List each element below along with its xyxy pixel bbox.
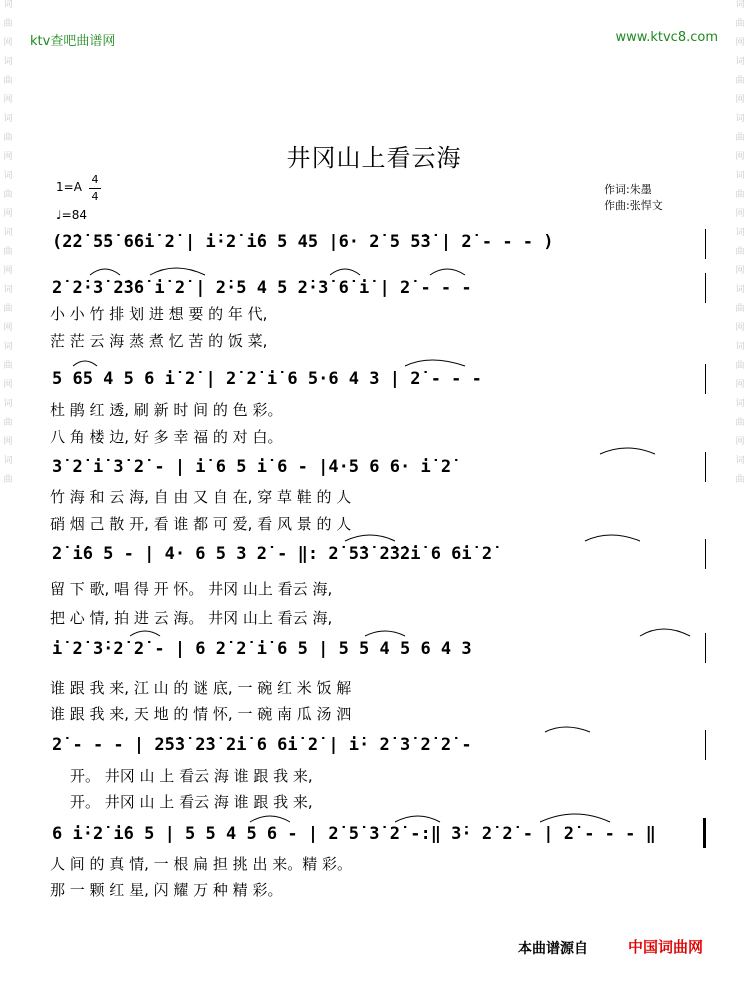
- notation-row-1: (2̇2̇ 5̇5̇ 6̇6̇i̇ 2̇ | i̇·2̇ i̇6 5 45 |6· 2̇ 5 5̇3̇ | 2̇ - - - ): [52, 232, 554, 252]
- lyric-row-5-verse-1: 留 下 歌, 唱 得 开 怀。 井冈 山上 看云 海,: [50, 580, 333, 598]
- watermark-glyph: 网: [3, 437, 13, 447]
- watermark-glyph: 曲: [735, 19, 745, 29]
- lyric-row-4-verse-2: 硝 烟 己 散 开, 看 谁 都 可 爱, 看 风 景 的 人: [50, 515, 352, 533]
- watermark-glyph: 网: [3, 95, 13, 105]
- notation-row-3: 5 65 4 5 6 i̇ 2̇ | 2̇ 2̇ i̇ 6 5·6 4 3 | 2̇ - - -: [52, 369, 482, 389]
- notation-row-5: 2̇ i̇6 5 - | 4· 6 5 3 2̇ - ‖: 2̇ 5̇3̇ 2̇3̇2̇i̇ 6 6̇i̇ 2̇: [52, 544, 493, 564]
- watermark-glyph: 曲: [735, 475, 745, 485]
- watermark-glyph: 曲: [735, 133, 745, 143]
- lyric-row-5-verse-2: 把 心 情, 拍 进 云 海。 井冈 山上 看云 海,: [50, 609, 333, 627]
- slur: [330, 269, 360, 275]
- slur: [585, 535, 640, 541]
- watermark-glyph: 曲: [3, 475, 13, 485]
- watermark-glyph: 曲: [3, 247, 13, 257]
- notation-row-4: 3̇ 2̇ i̇ 3̇ 2̇ - | i̇ 6 5 i̇ 6 - |4·5 6 6· i̇ 2̇: [52, 457, 452, 477]
- watermark-glyph: 网: [735, 380, 745, 390]
- source-label: 本曲谱源自: [518, 941, 588, 957]
- watermark-glyph: 网: [735, 38, 745, 48]
- slur: [640, 629, 690, 636]
- lyricist-credit: 作词:朱墨: [604, 183, 652, 196]
- watermark-glyph: 网: [735, 323, 745, 333]
- key-signature: 1=A: [56, 180, 82, 194]
- watermark-glyph: 曲: [735, 418, 745, 428]
- notation-row-2: 2̇ 2̇·3̇ 2̇3̇6̇ i̇ 2̇ | 2̇·5 4 5 2̇·3̇ 6̇ i̇ | 2̇ - - -: [52, 278, 472, 298]
- watermark-glyph: 词: [3, 342, 13, 352]
- watermark-glyph: 词: [735, 228, 745, 238]
- watermark-glyph: 词: [3, 399, 13, 409]
- watermark-glyph: 网: [735, 437, 745, 447]
- watermark-glyph: 词: [3, 114, 13, 124]
- time-signature-bottom: 4: [91, 190, 99, 203]
- slur: [540, 814, 610, 822]
- watermark-glyph: 词: [735, 285, 745, 295]
- notation-row-8: 6 i̇·2̇ i̇6 5 | 5 5 4 5 6 - | 2̇ 5̇ 3̇ 2̇ -:‖ 3̇· 2̇ 2̇ - | 2̇ - - - ‖: [52, 824, 656, 844]
- slur: [90, 269, 120, 275]
- time-signature-top: 4: [91, 173, 99, 186]
- watermark-glyph: 词: [735, 0, 745, 10]
- lyric-row-2-verse-2: 茫 茫 云 海 蒸 煮 忆 苦 的 饭 菜,: [50, 332, 268, 350]
- watermark-glyph: 词: [3, 0, 13, 10]
- slur: [250, 816, 290, 822]
- watermark-glyph: 曲: [3, 304, 13, 314]
- watermark-glyph: 词: [735, 342, 745, 352]
- watermark-glyph: 词: [735, 114, 745, 124]
- notation-row-7: 2̇ - - - | 2̇5̇3̇ 2̇3̇ 2̇i̇ 6 6̇i̇ 2̇ | i̇· 2̇ 3̇ 2̇ 2̇ -: [52, 735, 472, 755]
- slur: [150, 268, 205, 275]
- watermark-glyph: 曲: [3, 19, 13, 29]
- slur: [430, 269, 465, 275]
- lyric-row-7-verse-1: 开。 井冈 山 上 看云 海 谁 跟 我 来,: [70, 767, 313, 785]
- tempo-marking: ♩=84: [56, 208, 87, 222]
- lyric-row-6-verse-1: 谁 跟 我 来, 江 山 的 谜 底, 一 碗 红 米 饭 解: [50, 679, 352, 697]
- site-url-right: www.ktvc8.com: [615, 30, 718, 45]
- slur: [600, 448, 655, 454]
- watermark-glyph: 网: [3, 380, 13, 390]
- watermark-glyph: 曲: [3, 190, 13, 200]
- watermark-glyph: 曲: [3, 133, 13, 143]
- watermark-glyph: 曲: [735, 190, 745, 200]
- slur: [345, 535, 395, 541]
- source-site-name: 中国词曲网: [628, 938, 704, 956]
- watermark-glyph: 曲: [3, 418, 13, 428]
- lyric-row-7-verse-2: 开。 井冈 山 上 看云 海 谁 跟 我 来,: [70, 793, 313, 811]
- slur: [365, 631, 405, 636]
- watermark-glyph: 曲: [735, 361, 745, 371]
- watermark-glyph: 词: [3, 285, 13, 295]
- lyric-row-4-verse-1: 竹 海 和 云 海, 自 由 又 自 在, 穿 草 鞋 的 人: [50, 488, 352, 506]
- lyric-row-2-verse-1: 小 小 竹 排 划 进 想 要 的 年 代,: [50, 305, 268, 323]
- watermark-glyph: 曲: [735, 76, 745, 86]
- watermark-glyph: 词: [3, 228, 13, 238]
- watermark-glyph: 词: [3, 57, 13, 67]
- slur: [405, 360, 465, 366]
- notation-row-6: i̇ 2̇ 3̇·2̇ 2̇ - | 6 2̇ 2̇ i̇ 6 5 | 5 5 4 5 6 4 3: [52, 639, 472, 659]
- watermark-glyph: 曲: [735, 247, 745, 257]
- watermark-glyph: 网: [735, 95, 745, 105]
- watermark-glyph: 曲: [3, 76, 13, 86]
- watermark-glyph: 曲: [3, 361, 13, 371]
- lyric-row-8-verse-1: 人 间 的 真 情, 一 根 扁 担 挑 出 来。精 彩。: [50, 855, 352, 873]
- slur: [545, 727, 590, 732]
- watermark-glyph: 网: [735, 209, 745, 219]
- watermark-glyph: 词: [735, 171, 745, 181]
- watermark-glyph: 词: [735, 57, 745, 67]
- watermark-glyph: 词: [735, 456, 745, 466]
- song-title: 井冈山上看云海: [286, 144, 462, 172]
- watermark-glyph: 词: [3, 171, 13, 181]
- composer-credit: 作曲:张悍文: [604, 199, 663, 212]
- site-name-left: ktv查吧曲谱网: [30, 34, 116, 49]
- slur: [73, 361, 97, 366]
- watermark-glyph: 网: [3, 266, 13, 276]
- watermark-glyph: 网: [3, 323, 13, 333]
- lyric-row-3-verse-1: 杜 鹃 红 透, 刷 新 时 间 的 色 彩。: [50, 401, 283, 419]
- watermark-glyph: 网: [3, 38, 13, 48]
- slur: [130, 631, 160, 636]
- watermark-glyph: 网: [3, 152, 13, 162]
- watermark-glyph: 词: [735, 399, 745, 409]
- lyric-row-8-verse-2: 那 一 颗 红 星, 闪 耀 万 种 精 彩。: [50, 881, 283, 899]
- slur: [395, 816, 440, 822]
- watermark-glyph: 网: [735, 266, 745, 276]
- lyric-row-3-verse-2: 八 角 楼 边, 好 多 幸 福 的 对 白。: [50, 428, 283, 446]
- watermark-glyph: 曲: [735, 304, 745, 314]
- watermark-glyph: 网: [3, 209, 13, 219]
- watermark-glyph: 词: [3, 456, 13, 466]
- watermark-glyph: 网: [735, 152, 745, 162]
- lyric-row-6-verse-2: 谁 跟 我 来, 天 地 的 情 怀, 一 碗 南 瓜 汤 泗: [50, 705, 352, 723]
